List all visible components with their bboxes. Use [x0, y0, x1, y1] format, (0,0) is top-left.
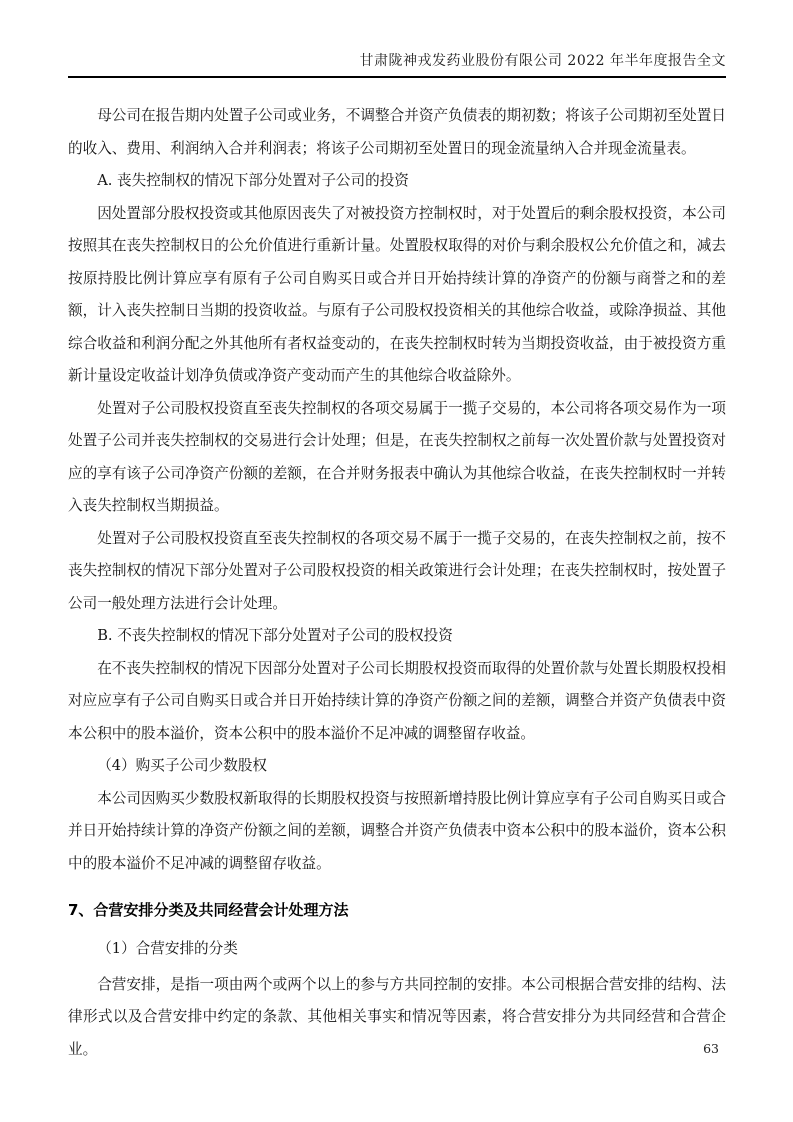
page-number: 63: [703, 1041, 719, 1056]
paragraph-non-bundled-transactions: 处置对子公司股权投资直至丧失控制权的各项交易不属于一揽子交易的，在丧失控制权之前，按不丧失控制权的情况下部分处置对子公司股权投资的相关政策进行会计处理；在丧失控制权时，按处置子公司一般处理方法进行会计处理。: [68, 529, 726, 612]
paragraph-minority-interest: 本公司因购买少数股权新取得的长期股权投资与按照新增持股比例计算应享有子公司自购买日或合并日开始持续计算的净资产份额之间的差额，调整合并资产负债表中资本公积中的股本溢价，资本公积中的股本溢价不足冲减的调整留存收益。: [68, 789, 726, 872]
paragraph-disposal-period: 母公司在报告期内处置子公司或业务，不调整合并资产负债表的期初数；将该子公司期初至处置日的收入、费用、利润纳入合并利润表；将该子公司期初至处置日的现金流量纳入合并现金流量表。: [68, 107, 726, 157]
document-body: [68, 100, 726, 1066]
subheading-purchase-minority-interest: （4）购买子公司少数股权: [97, 757, 268, 774]
page-header-title: 甘肃陇神戎发药业股份有限公司 2022 年半年度报告全文: [68, 0, 726, 78]
paragraph-loss-of-control-measurement: 因处置部分股权投资或其他原因丧失了对被投资方控制权时，对于处置后的剩余股权投资，本公司按照其在丧失控制权日的公允价值进行重新计量。处置股权取得的对价与剩余股权公允价值之和，减去按原持股比例计算应享有原有子公司自购买日或合并日开始持续计算的净资产的份额与商誉之和的差额，计入丧失控制日当期的投资收益。与原有子公司股权投资相关的其他综合收益，或除净损益、其他综合收益和利润分配之外其他所有者权益变动的，在丧失控制权时转为当期投资收益，由于被投资方重新计量设定收益计划净负债或净资产变动而产生的其他综合收益除外。: [68, 204, 726, 384]
section-heading-joint-arrangements: 7、合营安排分类及共同经营会计处理方法: [68, 901, 349, 919]
paragraph-bundled-transactions: 处置对子公司股权投资直至丧失控制权的各项交易属于一揽子交易的，本公司将各项交易作为一项处置子公司并丧失控制权的交易进行会计处理；但是，在丧失控制权之前每一次处置价款与处置投资对应的享有该子公司净资产份额的差额，在合并财务报表中确认为其他综合收益，在丧失控制权时一并转入丧失控制权当期损益。: [68, 399, 726, 514]
subheading-without-loss-of-control: B. 不丧失控制权的情况下部分处置对子公司的股权投资: [97, 627, 453, 644]
subheading-loss-of-control: A. 丧失控制权的情况下部分处置对子公司的投资: [97, 172, 409, 189]
paragraph-partial-disposal: 在不丧失控制权的情况下因部分处置对子公司长期股权投资而取得的处置价款与处置长期股权投相对应应享有子公司自购买日或合并日开始持续计算的净资产份额之间的差额，调整合并资产负债表中资本公积中的股本溢价，资本公积中的股本溢价不足冲减的调整留存收益。: [68, 659, 726, 742]
paragraph-joint-arrangement-definition: 合营安排，是指一项由两个或两个以上的参与方共同控制的安排。本公司根据合营安排的结构、法律形式以及合营安排中约定的条款、其他相关事实和情况等因素，将合营安排分为共同经营和合营企业。: [68, 975, 726, 1058]
subheading-joint-arrangement-classification: （1）合营安排的分类: [97, 940, 238, 957]
